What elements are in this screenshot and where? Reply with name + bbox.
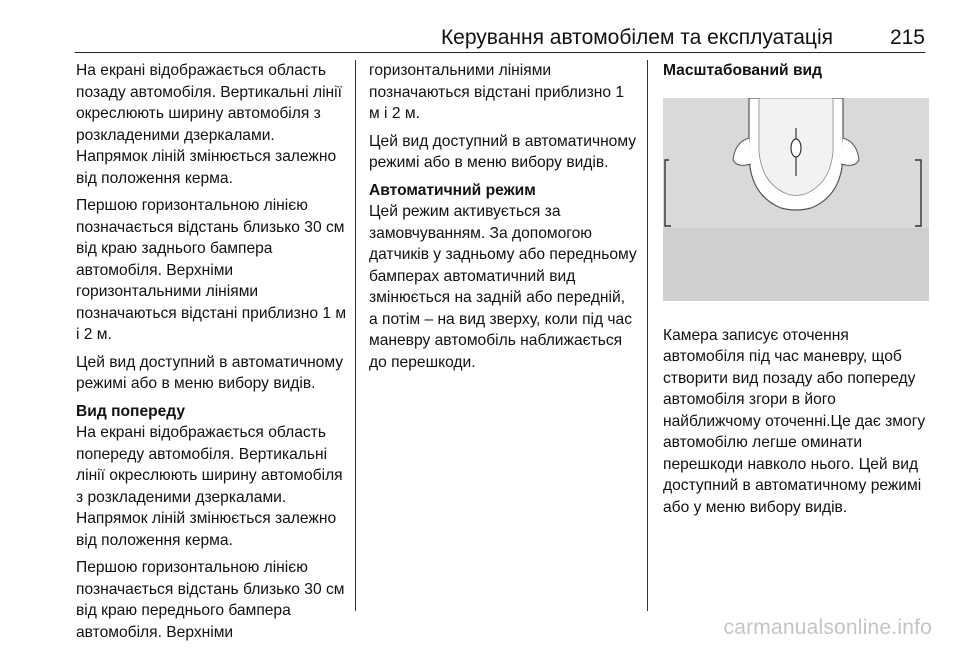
- chapter-title: Керування автомобілем та експлуатація: [440, 26, 833, 49]
- paragraph: Першою горизонтальною лінією позначається відстань близько 30 см від краю переднього бампера автомобіля. Верхніми: [76, 559, 345, 641]
- column-1: [76, 60, 348, 649]
- paragraph: Цей режим активується за замовчуванням. За допомогою датчиків у задньому або передньому бамперах автоматичний вид змінюється на задній або передній, а потім – на вид зверху, коли під час маневру автомобіль наближається до перешкоди.: [369, 203, 637, 371]
- section-heading-auto-mode: Автоматичний режим: [369, 181, 536, 199]
- car-top-view-icon: [663, 98, 929, 301]
- column-3: [663, 60, 929, 524]
- paragraph: Першою горизонтальною лінією позначається відстань близько 30 см від краю заднього бампера автомобіля. Верхніми горизонтальними лініями позначаються відстані приблизно 1 м і 2 м.: [76, 197, 347, 343]
- paragraph: Цей вид доступний в автоматичному режимі або в меню вибору видів.: [76, 353, 344, 392]
- column-2: [369, 60, 637, 379]
- camera-scaled-view-illustration: [663, 98, 929, 301]
- paragraph: На екрані відображається область позаду автомобіля. Вертикальні лінії окреслюють ширину автомобіля з розкладеними дзеркалами. Напрямок ліній змінюється залежно від положення керма.: [76, 62, 342, 187]
- section-heading-front-view: Вид попереду: [76, 402, 186, 420]
- page-number: 215: [889, 26, 925, 49]
- paragraph: Цей вид доступний в автоматичному режимі або в меню вибору видів.: [369, 132, 637, 171]
- column-divider: [355, 60, 356, 611]
- column-divider: [647, 60, 648, 611]
- section-heading-scaled-view: Масштабований вид: [663, 62, 823, 79]
- page-header: [75, 0, 925, 53]
- watermark: carmanualsonline.info: [723, 616, 932, 639]
- paragraph: горизонтальними лініями позначаються відстані приблизно 1 м і 2 м.: [369, 62, 625, 122]
- paragraph: Камера записує оточення автомобіля під час маневру, щоб створити вид позаду або попереду автомобіля згори в його найближчому оточенні.Це дає змогу автомобілю легше оминати перешкоди навколо нього. Цей вид доступний в автоматичному режимі або у меню вибору видів.: [663, 326, 926, 516]
- paragraph: На екрані відображається область попереду автомобіля. Вертикальні лінії окреслюють ширину автомобіля з розкладеними дзеркалами. Напрямок ліній змінюється залежно від положення керма.: [76, 424, 343, 549]
